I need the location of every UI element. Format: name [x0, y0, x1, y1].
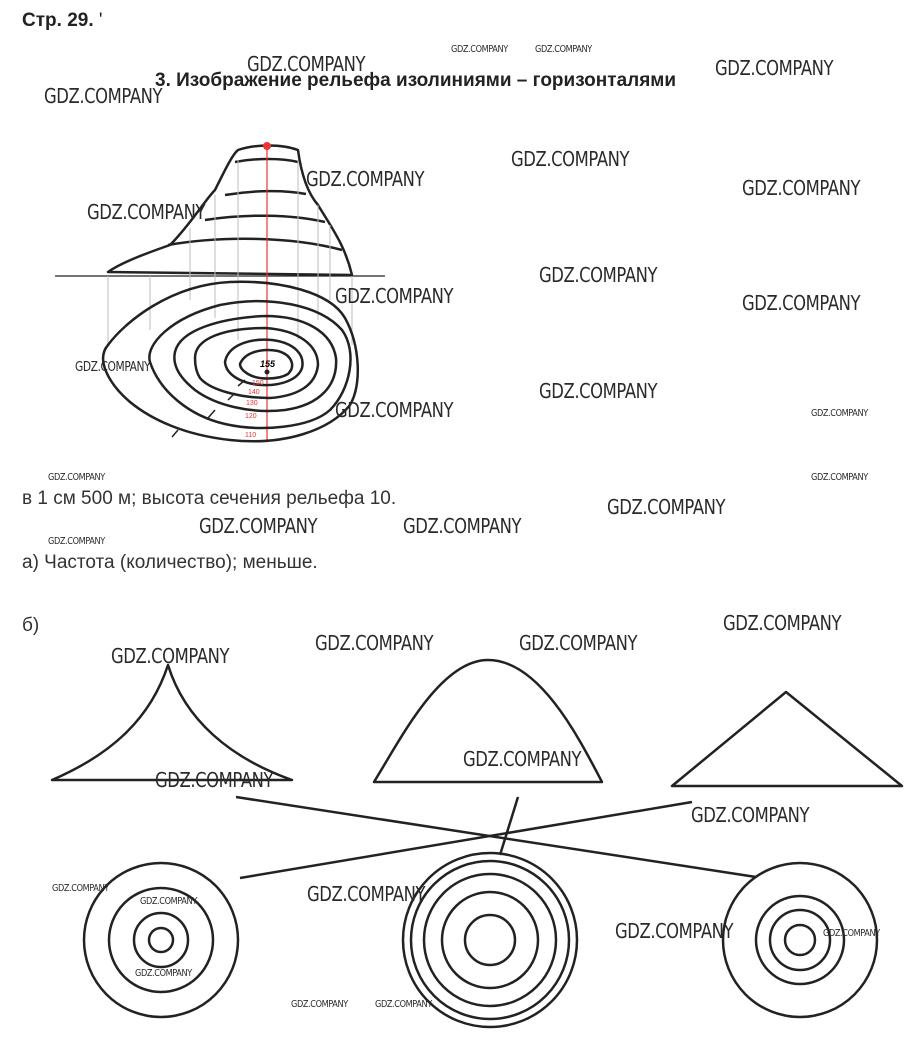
- watermark: GDZ.COMPANY: [140, 896, 197, 907]
- watermark: GDZ.COMPANY: [607, 495, 726, 519]
- page-mark: ': [98, 10, 103, 31]
- profile-contour-4: [168, 239, 342, 250]
- watermark: GDZ.COMPANY: [615, 919, 734, 943]
- slope-ticks: [172, 380, 245, 437]
- watermark: GDZ.COMPANY: [291, 999, 348, 1010]
- profile-contour-2: [225, 191, 306, 195]
- watermark: GDZ.COMPANY: [535, 44, 592, 55]
- watermark: GDZ.COMPANY: [715, 56, 834, 80]
- watermark: GDZ.COMPANY: [539, 263, 658, 287]
- contour-140: [195, 328, 318, 398]
- watermark: GDZ.COMPANY: [463, 747, 582, 771]
- watermark: GDZ.COMPANY: [155, 768, 274, 792]
- contour-label-120: 120: [245, 413, 257, 420]
- task-title: 3. Изображение рельефа изолиниями – горизонталями: [155, 70, 677, 91]
- scale-line: в 1 см 500 м; высота сечения рельефа 10.: [22, 488, 397, 509]
- watermark: GDZ.COMPANY: [742, 176, 861, 200]
- contour-label-140: 140: [248, 389, 260, 396]
- watermark: GDZ.COMPANY: [306, 167, 425, 191]
- watermark: GDZ.COMPANY: [335, 398, 454, 422]
- watermark: GDZ.COMPANY: [375, 999, 432, 1010]
- watermark: GDZ.COMPANY: [75, 360, 151, 375]
- contour-label-110: 110: [245, 432, 257, 439]
- contour-label-130: 130: [246, 400, 258, 407]
- answer-b-label: б): [22, 615, 40, 636]
- circle-diagrams: [84, 853, 877, 1027]
- watermark: GDZ.COMPANY: [48, 472, 105, 483]
- answer-a: а) Частота (количество); меньше.: [22, 552, 318, 573]
- concave-peak: [52, 665, 292, 780]
- watermark: GDZ.COMPANY: [135, 968, 192, 979]
- summit-point: [265, 370, 270, 375]
- watermark: GDZ.COMPANY: [111, 644, 230, 668]
- watermark: GDZ.COMPANY: [403, 514, 522, 538]
- profile-contour-3: [205, 216, 325, 222]
- watermark: GDZ.COMPANY: [44, 84, 163, 108]
- watermark: GDZ.COMPANY: [691, 803, 810, 827]
- watermark: GDZ.COMPANY: [519, 631, 638, 655]
- watermark: GDZ.COMPANY: [335, 284, 454, 308]
- contour-label-150: 150: [252, 380, 264, 387]
- circles-3: [723, 863, 877, 1017]
- watermark: GDZ.COMPANY: [52, 883, 109, 894]
- connector-lines: [236, 797, 756, 878]
- connector-3: [500, 797, 518, 855]
- watermark: GDZ.COMPANY: [199, 514, 318, 538]
- watermark: GDZ.COMPANY: [87, 200, 206, 224]
- watermark: GDZ.COMPANY: [723, 611, 842, 635]
- summit-dot: [263, 142, 271, 150]
- watermark: GDZ.COMPANY: [539, 379, 658, 403]
- watermark: GDZ.COMPANY: [511, 147, 630, 171]
- watermark: GDZ.COMPANY: [742, 291, 861, 315]
- watermark: GDZ.COMPANY: [811, 408, 868, 419]
- watermark: GDZ.COMPANY: [307, 882, 426, 906]
- watermark: GDZ.COMPANY: [48, 536, 105, 547]
- watermark: GDZ.COMPANY: [247, 52, 366, 76]
- summit-label: 155: [260, 359, 276, 369]
- watermark: GDZ.COMPANY: [315, 631, 434, 655]
- watermark: GDZ.COMPANY: [811, 472, 868, 483]
- watermark: GDZ.COMPANY: [451, 44, 508, 55]
- connector-2: [240, 802, 692, 878]
- page-number-text: Стр. 29.: [22, 10, 94, 31]
- watermark: GDZ.COMPANY: [823, 928, 880, 939]
- straight-triangle: [672, 692, 902, 786]
